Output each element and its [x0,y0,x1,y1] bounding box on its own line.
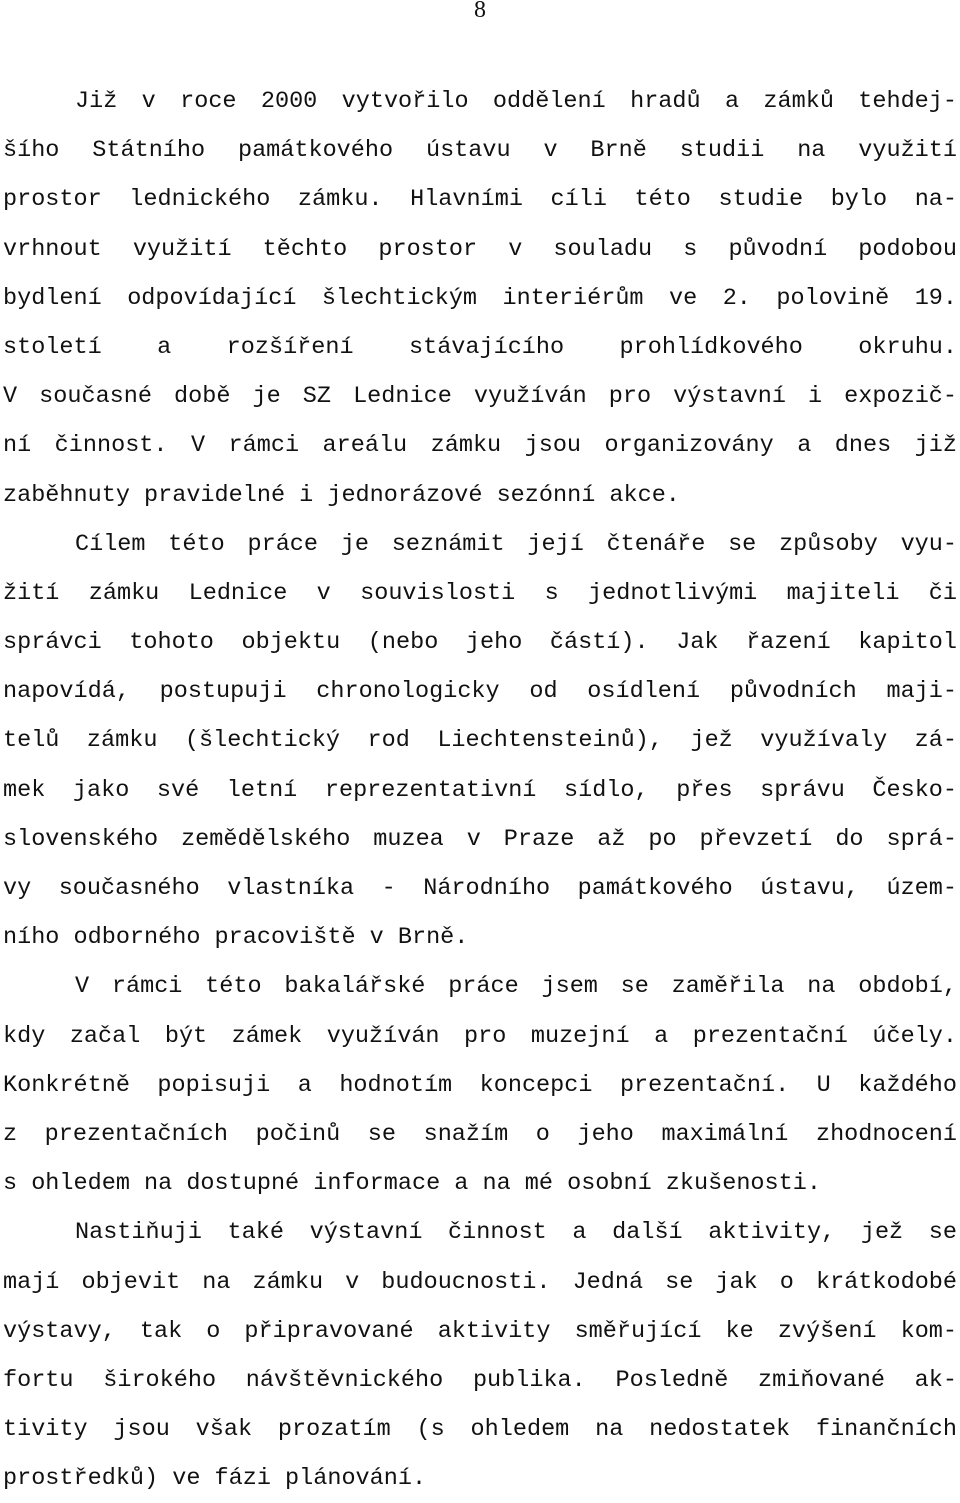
text-line: slovenského zemědělského muzea v Praze až po převzetí do sprá- [3,825,957,853]
body-text [0,77,960,1503]
text-line: napovídá, postupuji chronologicky od osídlení původních maji- [3,678,957,706]
text-line: Již v roce 2000 vytvořilo oddělení hradů a zámků tehdej- [75,88,957,115]
text-line: šího Státního památkového ústavu v Brně studii na využití [3,137,957,165]
text-line: Nastiňuji také výstavní činnost a další aktivity, jež se [75,1219,957,1247]
text-line: žití zámku Lednice v souvislosti s jednotlivými majiteli či [3,579,957,607]
text-line: prostor lednického zámku. Hlavními cíli této studie bylo na- [3,186,957,214]
text-line: mek jako své letní reprezentativní sídlo, přes správu Česko- [3,776,957,804]
text-line: kdy začal být zámek využíván pro muzejní a prezentační účely. [3,1022,957,1050]
text-line: prostředků) ve fázi plánování. [3,1465,427,1493]
text-line: vy současného vlastníka - Národního památkového ústavu, územ- [3,875,957,902]
text-line: fortu širokého návštěvnického publika. Posledně zmiňované ak- [3,1366,957,1394]
text-line: bydlení odpovídající šlechtickým interiérům ve 2. polovině 19. [3,284,957,312]
text-line: z prezentačních počinů se snažím o jeho maximální zhodnocení [3,1120,957,1148]
text-line: Konkrétně popisuji a hodnotím koncepci prezentační. U každého [3,1071,957,1099]
text-line: V rámci této bakalářské práce jsem se zaměřila na období, [75,973,957,1001]
text-line: století a rozšíření stávajícího prohlídkového okruhu. [3,333,957,361]
text-line: zaběhnuty pravidelné i jednorázové sezónní akce. [3,481,680,509]
page-number: 8 [474,0,486,23]
text-line: V současné době je SZ Lednice využíván pro výstavní i expozič- [3,383,957,411]
text-line: s ohledem na dostupné informace a na mé osobní zkušenosti. [3,1170,821,1198]
text-line: Cílem této práce je seznámit její čtenáře se způsoby vyu- [75,530,957,558]
text-line: vrhnout využití těchto prostor v souladu s původní podobou [3,235,957,263]
text-line: telů zámku (šlechtický rod Liechtensteinů), jež využívaly zá- [3,727,957,755]
text-line: ní činnost. V rámci areálu zámku jsou organizovány a dnes již [3,432,957,460]
text-line: výstavy, tak o připravované aktivity směřující ke zvýšení kom- [3,1317,957,1345]
text-line: tivity jsou však prozatím (s ohledem na nedostatek finančních [3,1416,957,1444]
text-line: ního odborného pracoviště v Brně. [3,924,469,952]
text-line: správci tohoto objektu (nebo jeho částí). Jak řazení kapitol [3,629,957,657]
text-line: mají objevit na zámku v budoucnosti. Jedná se jak o krátkodobé [3,1268,957,1296]
